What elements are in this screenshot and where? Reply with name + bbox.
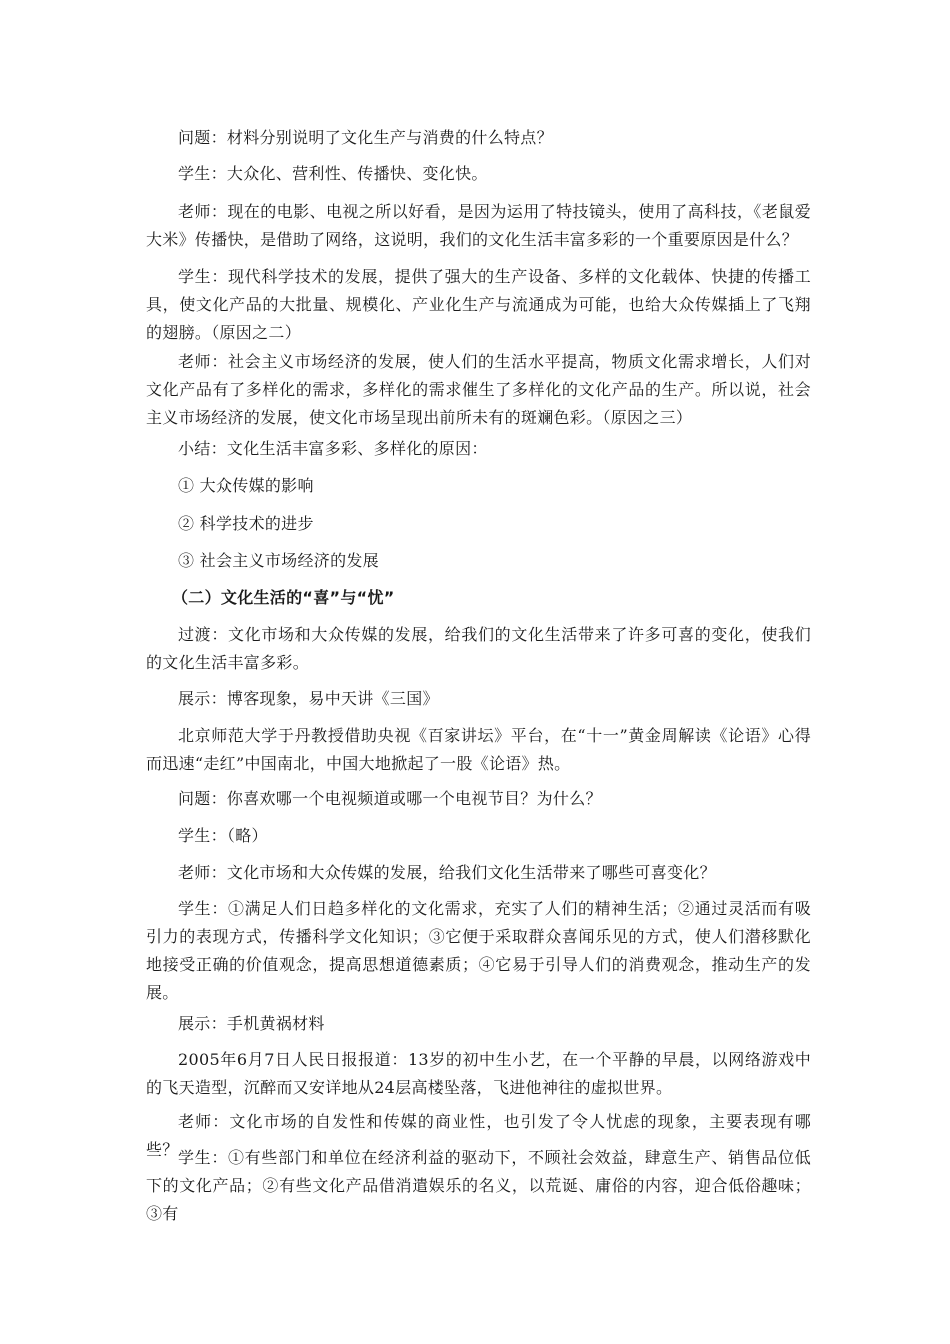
paragraph-student-1: 学生：大众化、营利性、传播快、变化快。 — [178, 164, 488, 183]
paragraph-transition: 过渡：文化市场和大众传媒的发展，给我们的文化生活带来了许多可喜的变化，使我们的文化生活丰富多彩。 — [146, 625, 811, 672]
paragraph-teacher-1: 老师：现在的电影、电视之所以好看，是因为运用了特技镜头，使用了高科技，《老鼠爱大米》传播快，是借助了网络，这说明，我们的文化生活丰富多彩的一个重要原因是什么？ — [146, 202, 811, 249]
list-item-2: ② 科学技术的进步 — [178, 514, 314, 533]
paragraph-student-2: 学生：现代科学技术的发展，提供了强大的生产设备、多样的文化载体、快捷的传播工具，使文化产品的大批量、规模化、产业化生产与流通成为可能，也给大众传媒插上了飞翔的翅膀。（原因之二） — [146, 267, 811, 342]
section-heading: （二）文化生活的“喜”与“忧” — [172, 588, 395, 607]
paragraph-question-1: 问题：材料分别说明了文化生产与消费的什么特点？ — [178, 128, 553, 147]
list-item-1: ① 大众传媒的影响 — [178, 476, 314, 495]
paragraph-student-4: 学生：①满足人们日趋多样化的文化需求，充实了人们的精神生活；②通过灵活而有吸引力的表现方式，传播科学文化知识；③它便于采取群众喜闻乐见的方式，使人们潜移默化地接受正确的价值观念，提高思想道德素质；④它易于引导人们的消费观念，推动生产的发展。 — [146, 899, 811, 1002]
list-item-3: ③ 社会主义市场经济的发展 — [178, 551, 379, 570]
paragraph-material-1: 北京师范大学于丹教授借助央视《百家讲坛》平台，在“十一”黄金周解读《论语》心得而迅速“走红”中国南北，中国大地掀起了一股《论语》热。 — [146, 726, 811, 773]
paragraph-display-2: 展示：手机黄祸材料 — [178, 1014, 325, 1033]
paragraph-display-1: 展示：博客现象，易中天讲《三国》 — [178, 689, 439, 708]
paragraph-teacher-4: 老师：文化市场的自发性和传媒的商业性，也引发了令人忧虑的现象，主要表现有哪些？ — [146, 1112, 811, 1159]
paragraph-student-5: 学生：①有些部门和单位在经济利益的驱动下，不顾社会效益，肆意生产、销售品位低下的文化产品；②有些文化产品借消遣娱乐的名义，以荒诞、庸俗的内容，迎合低俗趣味；③有 — [146, 1148, 811, 1223]
paragraph-teacher-2: 老师：社会主义市场经济的发展，使人们的生活水平提高，物质文化需求增长，人们对文化产品有了多样化的需求，多样化的需求催生了多样化的文化产品的生产。所以说，社会主义市场经济的发展，使文化市场呈现出前所未有的斑斓色彩。（原因之三） — [146, 352, 811, 427]
paragraph-material-2: 2005年6月7日人民日报报道：13岁的初中生小艺，在一个平静的早晨，以网络游戏中的飞天造型，沉醉而又安详地从24层高楼坠落，飞进他神往的虚拟世界。 — [146, 1050, 811, 1097]
paragraph-question-2: 问题：你喜欢哪一个电视频道或哪一个电视节目？为什么？ — [178, 789, 602, 808]
paragraph-student-3: 学生：（略） — [178, 826, 268, 845]
paragraph-teacher-3: 老师：文化市场和大众传媒的发展，给我们文化生活带来了哪些可喜变化？ — [178, 863, 716, 882]
paragraph-summary: 小结：文化生活丰富多彩、多样化的原因： — [178, 439, 488, 458]
